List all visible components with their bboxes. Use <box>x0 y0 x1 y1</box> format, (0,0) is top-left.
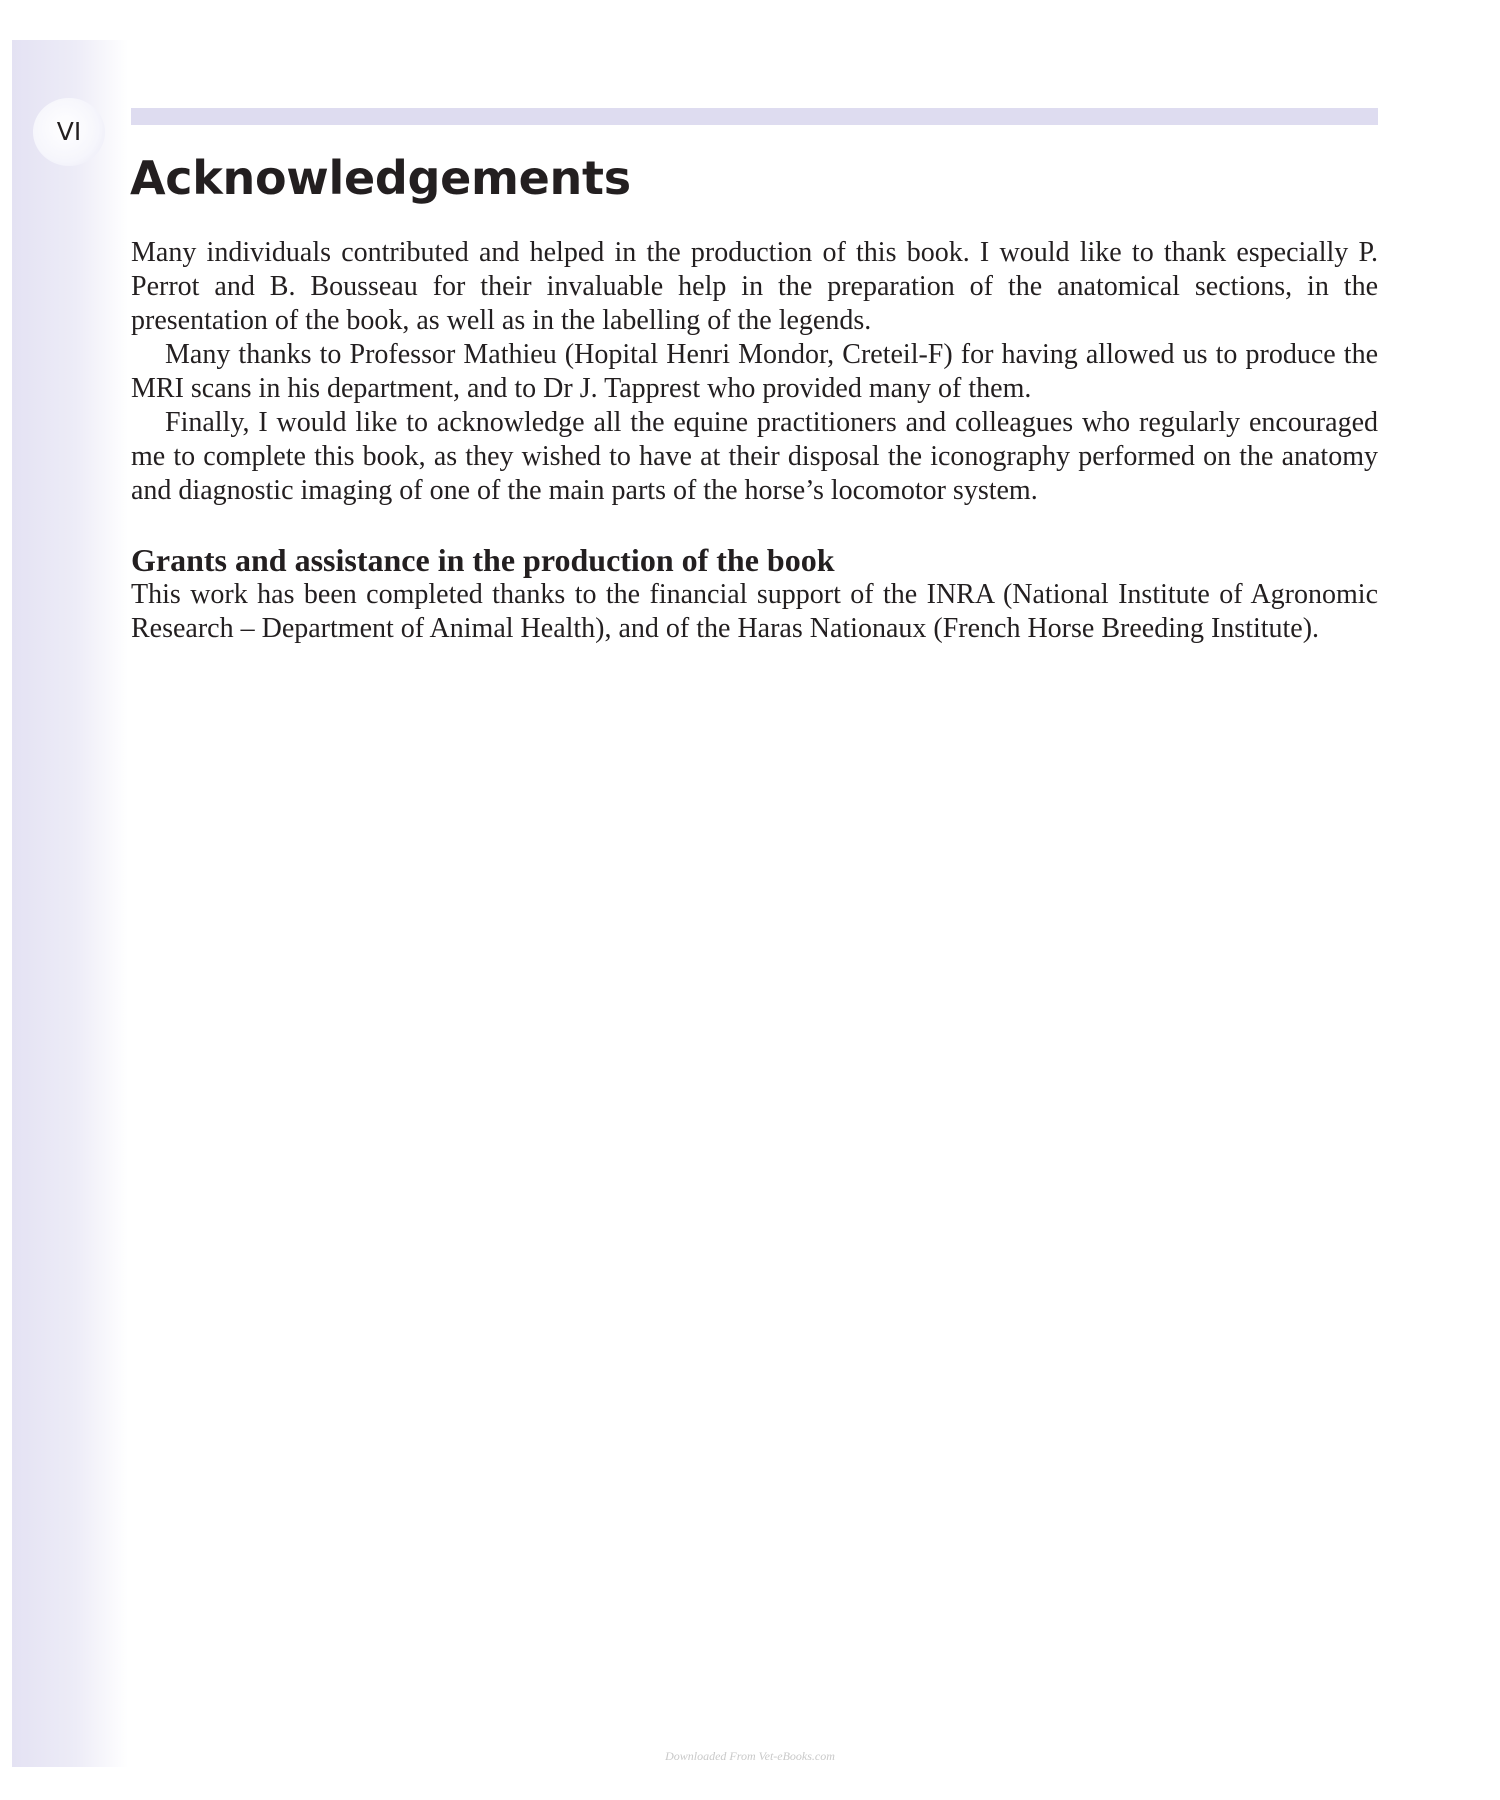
paragraph-thanks-contributors: Many individuals contributed and helped in the production of this book. I would like to thank especially P. Perrot and B. Bousseau for their invaluable help in the preparation of the anatomical sections, in the presentation of the book, as well as in the labelling of the legends. <box>131 237 1378 336</box>
grants-heading: Grants and assistance in the production of the book <box>131 542 835 578</box>
page-title: Acknowledgements <box>130 151 631 205</box>
download-watermark: Downloaded From Vet-eBooks.com <box>665 1749 835 1763</box>
page-number: VI <box>33 98 105 166</box>
paragraph-thanks-practitioners: Finally, I would like to acknowledge all the equine practitioners and colleagues who regularly encouraged me to complete this book, as they wished to have at their disposal the iconography performed on the anatomy and diagnostic imaging of one of the main parts of the horse’s locomotor system. <box>131 407 1378 506</box>
main-content <box>131 236 1378 646</box>
header-rule <box>131 108 1378 125</box>
grants-paragraph: This work has been completed thanks to the financial support of the INRA (National Institute of Agronomic Research – Department of Animal Health), and of the Haras Nationaux (French Horse Breeding Institute). <box>131 579 1378 644</box>
paragraph-thanks-mri: Many thanks to Professor Mathieu (Hopital Henri Mondor, Creteil-F) for having allowed us to produce the MRI scans in his department, and to Dr J. Tapprest who provided many of them. <box>131 339 1378 404</box>
side-band <box>12 40 128 1767</box>
